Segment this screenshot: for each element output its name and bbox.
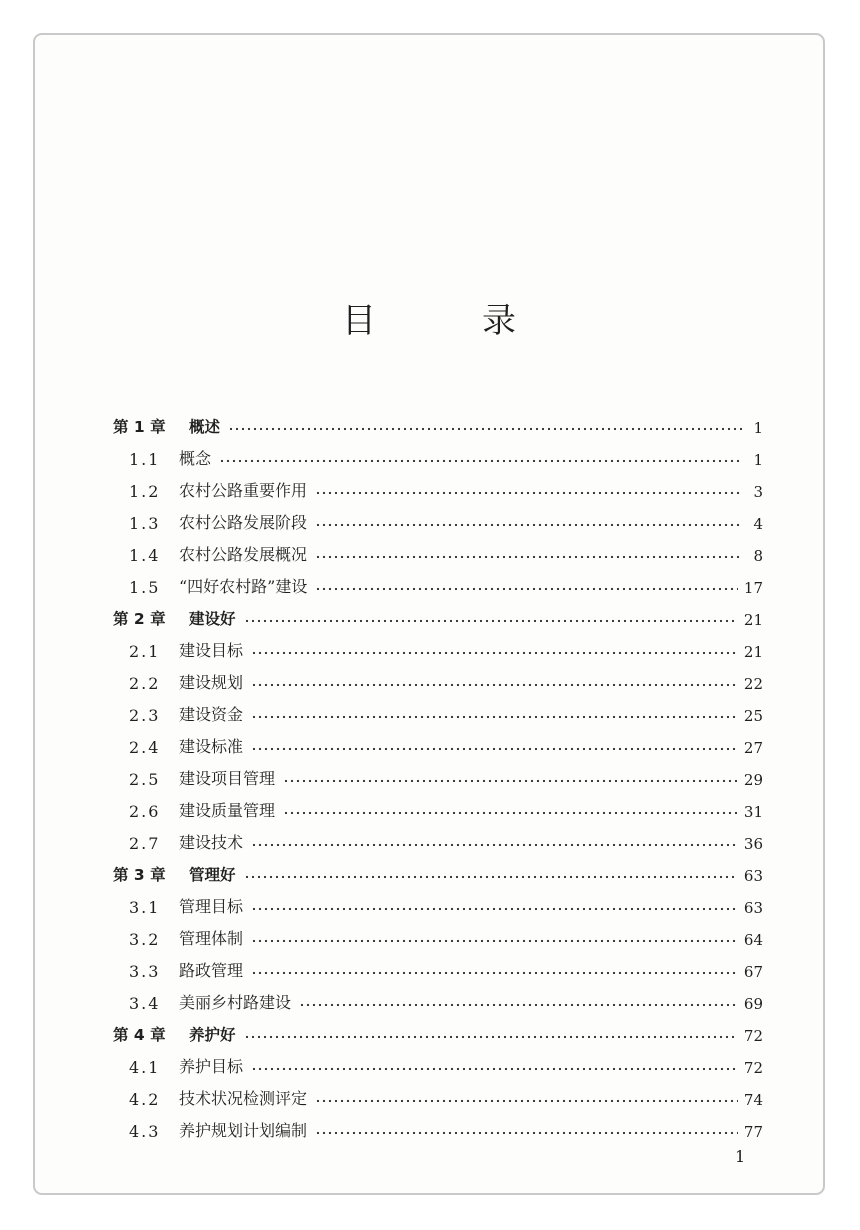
toc-entry-label: 建设标准 [179, 737, 244, 756]
toc-entry-number: 4.1 [129, 1058, 161, 1077]
toc-entry-number: 3.1 [129, 898, 161, 917]
toc-entry-label: 管理体制 [179, 929, 244, 948]
toc-entry-label: 建设资金 [179, 705, 244, 724]
toc-entry-label: 养护好 [189, 1026, 236, 1044]
toc-entry-page: 17 [743, 579, 763, 597]
toc-section-row[interactable] [113, 565, 763, 597]
toc-entry-number: 1.4 [129, 546, 161, 565]
dot-leader [244, 619, 738, 623]
toc-section-row[interactable] [113, 885, 763, 917]
toc-entry-page: 21 [743, 611, 763, 629]
toc-entry-page: 77 [743, 1123, 763, 1141]
dot-leader [251, 907, 738, 911]
toc-section-row[interactable] [113, 725, 763, 757]
toc-chapter-row[interactable] [113, 405, 763, 437]
toc-entry-page: 74 [743, 1091, 763, 1109]
dot-leader [251, 939, 738, 943]
toc-entry-page: 4 [753, 515, 763, 533]
toc-entry-page: 29 [743, 771, 763, 789]
toc-entry-label: 建设技术 [179, 833, 244, 852]
toc-entry-page: 64 [743, 931, 763, 949]
dot-leader [315, 1099, 738, 1103]
toc-section-row[interactable] [113, 501, 763, 533]
toc-section-row[interactable] [113, 789, 763, 821]
toc-entry-label: 建设质量管理 [179, 801, 276, 820]
toc-entry-page: 22 [743, 675, 763, 693]
toc-entry-label: “四好农村路”建设 [179, 577, 308, 596]
dot-leader [219, 459, 743, 463]
toc-entry-number: 第 4 章 [113, 1026, 166, 1044]
toc-entry-label: 概念 [179, 449, 212, 468]
toc-entry-page: 63 [743, 867, 763, 885]
document-page [33, 33, 825, 1195]
toc-entry-number: 4.2 [129, 1090, 161, 1109]
toc-entry-page: 36 [743, 835, 763, 853]
toc-section-row[interactable] [113, 469, 763, 501]
dot-leader [315, 491, 743, 495]
toc-section-row[interactable] [113, 661, 763, 693]
toc-section-row[interactable] [113, 757, 763, 789]
toc-entry-number: 2.3 [129, 706, 161, 725]
toc-section-row[interactable] [113, 1045, 763, 1077]
toc-entry-number: 3.4 [129, 994, 161, 1013]
toc-entry-number: 1.2 [129, 482, 161, 501]
dot-leader [244, 875, 738, 879]
dot-leader [251, 683, 738, 687]
toc-entry-label: 建设项目管理 [179, 769, 276, 788]
toc-entry-page: 27 [743, 739, 763, 757]
toc-section-row[interactable] [113, 821, 763, 853]
toc-entry-label: 路政管理 [179, 961, 244, 980]
toc-section-row[interactable] [113, 949, 763, 981]
toc-section-row[interactable] [113, 1109, 763, 1141]
toc-entry-label: 管理目标 [179, 897, 244, 916]
toc-entry-number: 第 2 章 [113, 610, 166, 628]
toc-chapter-row[interactable] [113, 853, 763, 885]
dot-leader [251, 715, 738, 719]
toc-section-row[interactable] [113, 981, 763, 1013]
toc-entry-label: 管理好 [189, 866, 236, 884]
dot-leader [315, 587, 738, 591]
toc-entry-number: 2.6 [129, 802, 161, 821]
dot-leader [251, 747, 738, 751]
toc-entry-number: 3.2 [129, 930, 161, 949]
toc-entry-page: 72 [743, 1027, 763, 1045]
toc-entry-page: 25 [743, 707, 763, 725]
toc-entry-number: 1.3 [129, 514, 161, 533]
toc-section-row[interactable] [113, 437, 763, 469]
toc-entry-number: 1.5 [129, 578, 161, 597]
toc-entry-label: 建设好 [189, 610, 236, 628]
toc-entry-label: 养护目标 [179, 1057, 244, 1076]
toc-entry-label: 概述 [189, 418, 221, 436]
toc-entry-number: 2.4 [129, 738, 161, 757]
dot-leader [299, 1003, 738, 1007]
toc-entry-number: 2.7 [129, 834, 161, 853]
toc-entry-label: 建设规划 [179, 673, 244, 692]
toc-entry-label: 建设目标 [179, 641, 244, 660]
toc-entry-page: 67 [743, 963, 763, 981]
toc-entry-number: 2.2 [129, 674, 161, 693]
dot-leader [315, 1131, 738, 1135]
toc-entry-label: 美丽乡村路建设 [179, 993, 292, 1012]
toc-entry-page: 63 [743, 899, 763, 917]
toc-section-row[interactable] [113, 533, 763, 565]
toc-entry-page: 8 [753, 547, 763, 565]
table-of-contents [113, 405, 763, 1141]
dot-leader [315, 555, 743, 559]
toc-entry-page: 3 [753, 483, 763, 501]
toc-entry-label: 养护规划计划编制 [179, 1121, 308, 1140]
toc-entry-label: 农村公路重要作用 [179, 481, 308, 500]
dot-leader [251, 651, 738, 655]
toc-entry-page: 31 [743, 803, 763, 821]
dot-leader [251, 971, 738, 975]
toc-entry-page: 1 [753, 419, 763, 437]
toc-entry-label: 农村公路发展概况 [179, 545, 308, 564]
toc-entry-number: 3.3 [129, 962, 161, 981]
page-folio: 1 [735, 1147, 746, 1166]
toc-section-row[interactable] [113, 917, 763, 949]
toc-entry-page: 72 [743, 1059, 763, 1077]
toc-entry-number: 第 1 章 [113, 418, 166, 436]
dot-leader [315, 523, 743, 527]
dot-leader [251, 843, 738, 847]
toc-entry-number: 1.1 [129, 450, 161, 469]
toc-section-row[interactable] [113, 1077, 763, 1109]
toc-chapter-row[interactable] [113, 1013, 763, 1045]
toc-entry-label: 技术状况检测评定 [179, 1089, 308, 1108]
page-title: 目 录 [342, 301, 552, 341]
toc-chapter-row[interactable] [113, 597, 763, 629]
toc-entry-number: 2.1 [129, 642, 161, 661]
toc-section-row[interactable] [113, 629, 763, 661]
toc-entry-page: 21 [743, 643, 763, 661]
toc-section-row[interactable] [113, 693, 763, 725]
toc-entry-number: 4.3 [129, 1122, 161, 1141]
toc-entry-number: 2.5 [129, 770, 161, 789]
dot-leader [251, 1067, 738, 1071]
dot-leader [283, 811, 738, 815]
dot-leader [228, 427, 743, 431]
toc-entry-page: 1 [753, 451, 763, 469]
dot-leader [283, 779, 738, 783]
toc-entry-label: 农村公路发展阶段 [179, 513, 308, 532]
dot-leader [244, 1035, 738, 1039]
toc-entry-number: 第 3 章 [113, 866, 166, 884]
toc-entry-page: 69 [743, 995, 763, 1013]
